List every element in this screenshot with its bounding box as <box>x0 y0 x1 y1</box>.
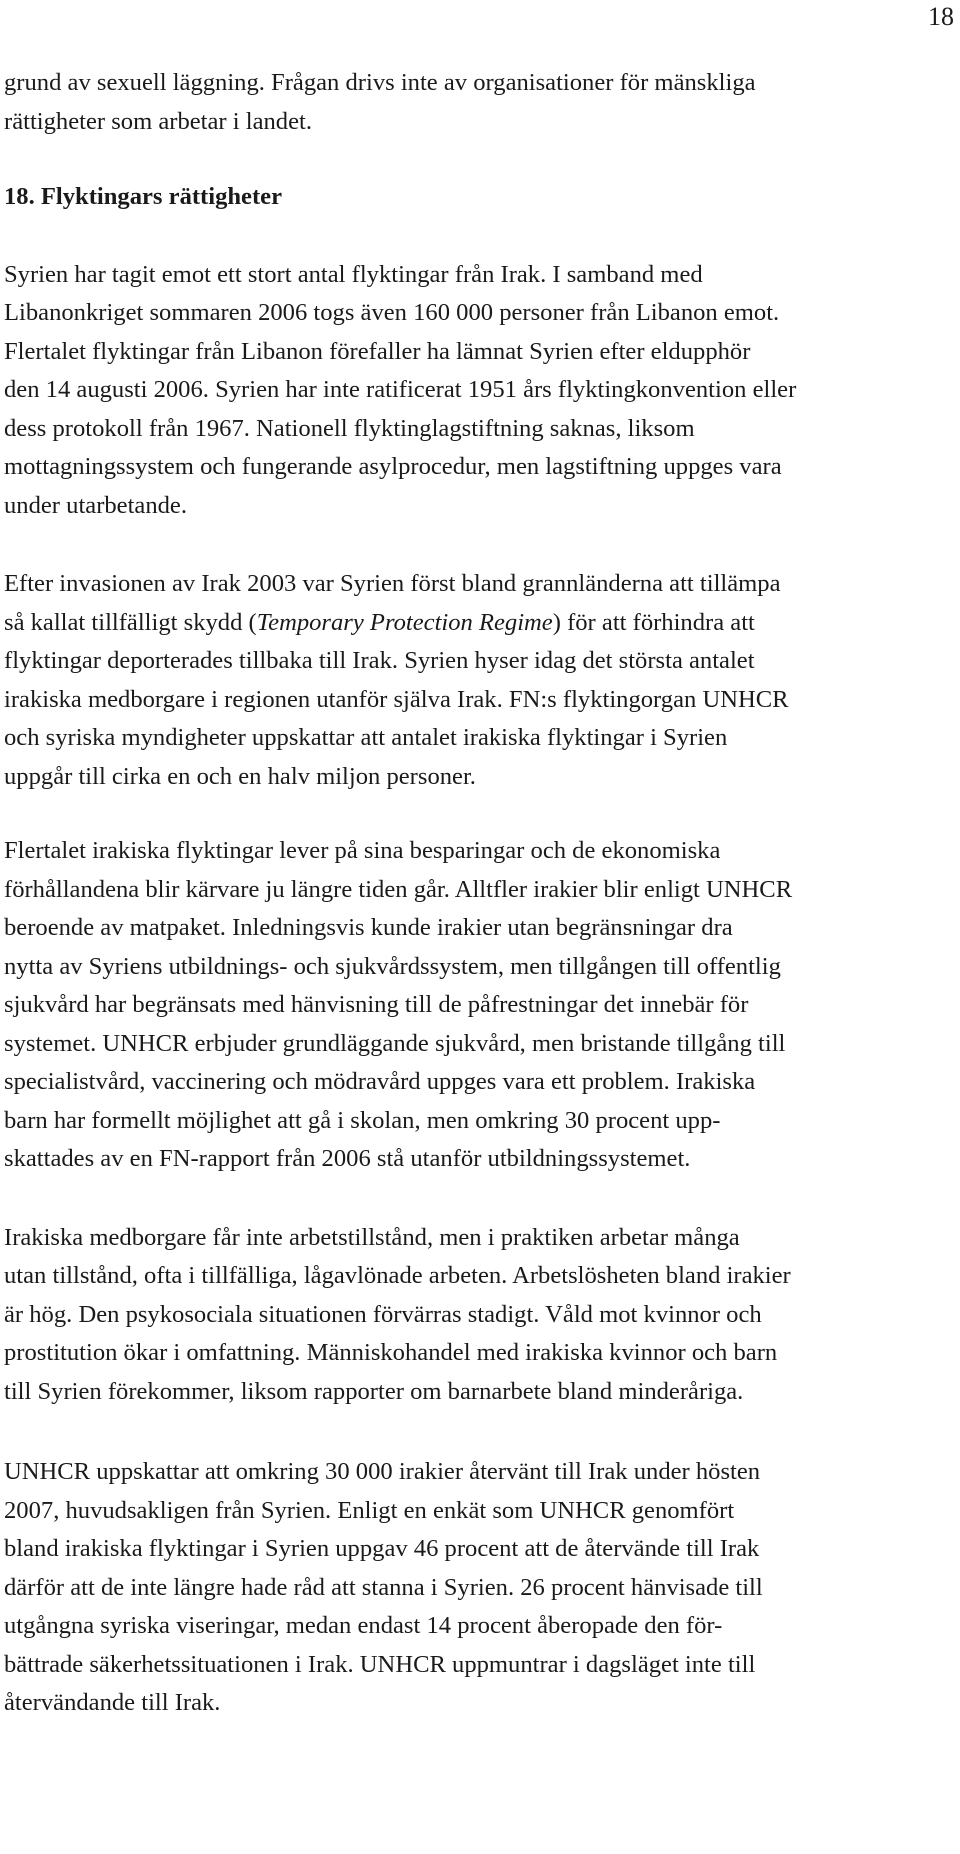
text-line: sjukvård har begränsats med hänvisning till de påfrestningar det innebär för <box>4 991 749 1018</box>
text-line: Flertalet irakiska flyktingar lever på sina besparingar och de ekonomiska <box>4 837 721 864</box>
paragraph-living-conditions <box>4 832 954 1179</box>
text-line: rättigheter som arbetar i landet. <box>4 107 312 135</box>
text-line: mottagningssystem och fungerande asylprocedur, men lagstiftning uppges vara <box>4 453 782 480</box>
text-line: Syrien har tagit emot ett stort antal flyktingar från Irak. I samband med <box>4 260 703 288</box>
document-body <box>4 64 954 1723</box>
text-line: irakiska medborgare i regionen utanför själva Irak. FN:s flyktingorgan UNHCR <box>4 685 789 713</box>
text-line: och syriska myndigheter uppskattar att antalet irakiska flyktingar i Syrien <box>4 724 728 751</box>
text-line: förhållandena blir kärvare ju längre tiden går. Alltfler irakier blir enligt UNHCR <box>4 875 793 903</box>
text-line: prostitution ökar i omfattning. Människohandel med irakiska kvinnor och barn <box>4 1339 778 1366</box>
italic-term: Temporary Protection Regime <box>256 608 553 636</box>
paragraph-temporary-protection <box>4 565 954 796</box>
text-line: är hög. Den psykosociala situationen förvärras stadigt. Våld mot kvinnor och <box>4 1300 762 1328</box>
text-line: barn har formellt möjlighet att gå i skolan, men omkring 30 procent upp- <box>4 1106 721 1134</box>
text-line: bättrade säkerhetssituationen i Irak. UNHCR uppmuntrar i dagsläget inte till <box>4 1650 756 1678</box>
text-line: Efter invasionen av Irak 2003 var Syrien först bland grannländerna att tillämpa <box>4 570 781 597</box>
text-line: specialistvård, vaccinering och mödravård uppges vara ett problem. Irakiska <box>4 1068 756 1095</box>
text-line: systemet. UNHCR erbjuder grundläggande sjukvård, men bristande tillgång till <box>4 1029 786 1057</box>
text-line: Flertalet flyktingar från Libanon förefaller ha lämnat Syrien efter eldupphör <box>4 337 751 365</box>
text-line: uppgår till cirka en och en halv miljon personer. <box>4 762 476 790</box>
text-line: Libanonkriget sommaren 2006 togs även 160 000 personer från Libanon emot. <box>4 299 780 326</box>
text-line: under utarbetande. <box>4 491 188 519</box>
text-line: dess protokoll från 1967. Nationell flyktinglagstiftning saknas, liksom <box>4 414 695 442</box>
text-line: utgångna syriska viseringar, medan endast 14 procent åberopade den för- <box>4 1612 723 1639</box>
text-line: UNHCR uppskattar att omkring 30 000 irakier återvänt till Irak under hösten <box>4 1458 761 1485</box>
paragraph-refugees-intake <box>4 256 954 526</box>
section-heading: 18. Flyktingars rättigheter <box>4 183 282 210</box>
text-line: återvändande till Irak. <box>4 1689 221 1716</box>
text-segment: ) för att förhindra att <box>552 608 755 636</box>
text-line: skattades av en FN-rapport från 2006 stå utanför utbildningssystemet. <box>4 1145 691 1172</box>
text-line: därför att de inte längre hade råd att stanna i Syrien. 26 procent hänvisade till <box>4 1573 763 1601</box>
text-line: flyktingar deporterades tillbaka till Irak. Syrien hyser idag det största antalet <box>4 647 755 674</box>
paragraph-returns <box>4 1453 954 1723</box>
text-line: beroende av matpaket. Inledningsvis kunde irakier utan begränsningar dra <box>4 914 733 941</box>
text-line <box>4 604 954 643</box>
text-line: den 14 augusti 2006. Syrien har inte ratificerat 1951 års flyktingkonvention eller <box>4 376 797 403</box>
page-number: 18 <box>928 2 954 31</box>
text-line: bland irakiska flyktingar i Syrien uppgav 46 procent att de återvände till Irak <box>4 1535 760 1562</box>
text-line: nytta av Syriens utbildnings- och sjukvårdssystem, men tillgången till offentlig <box>4 952 781 980</box>
text-line: 2007, huvudsakligen från Syrien. Enligt en enkät som UNHCR genomfört <box>4 1496 735 1524</box>
text-line: utan tillstånd, ofta i tillfälliga, lågavlönade arbeten. Arbetslösheten bland irakier <box>4 1262 791 1289</box>
text-segment: så kallat tillfälligt skydd ( <box>4 608 257 636</box>
text-line: Irakiska medborgare får inte arbetstillstånd, men i praktiken arbetar många <box>4 1223 740 1251</box>
intro-paragraph <box>4 64 954 141</box>
text-line: grund av sexuell läggning. Frågan drivs inte av organisationer för mänskliga <box>4 69 756 96</box>
paragraph-work-and-social <box>4 1219 954 1412</box>
text-line: till Syrien förekommer, liksom rapporter om barnarbete bland minderåriga. <box>4 1377 744 1405</box>
